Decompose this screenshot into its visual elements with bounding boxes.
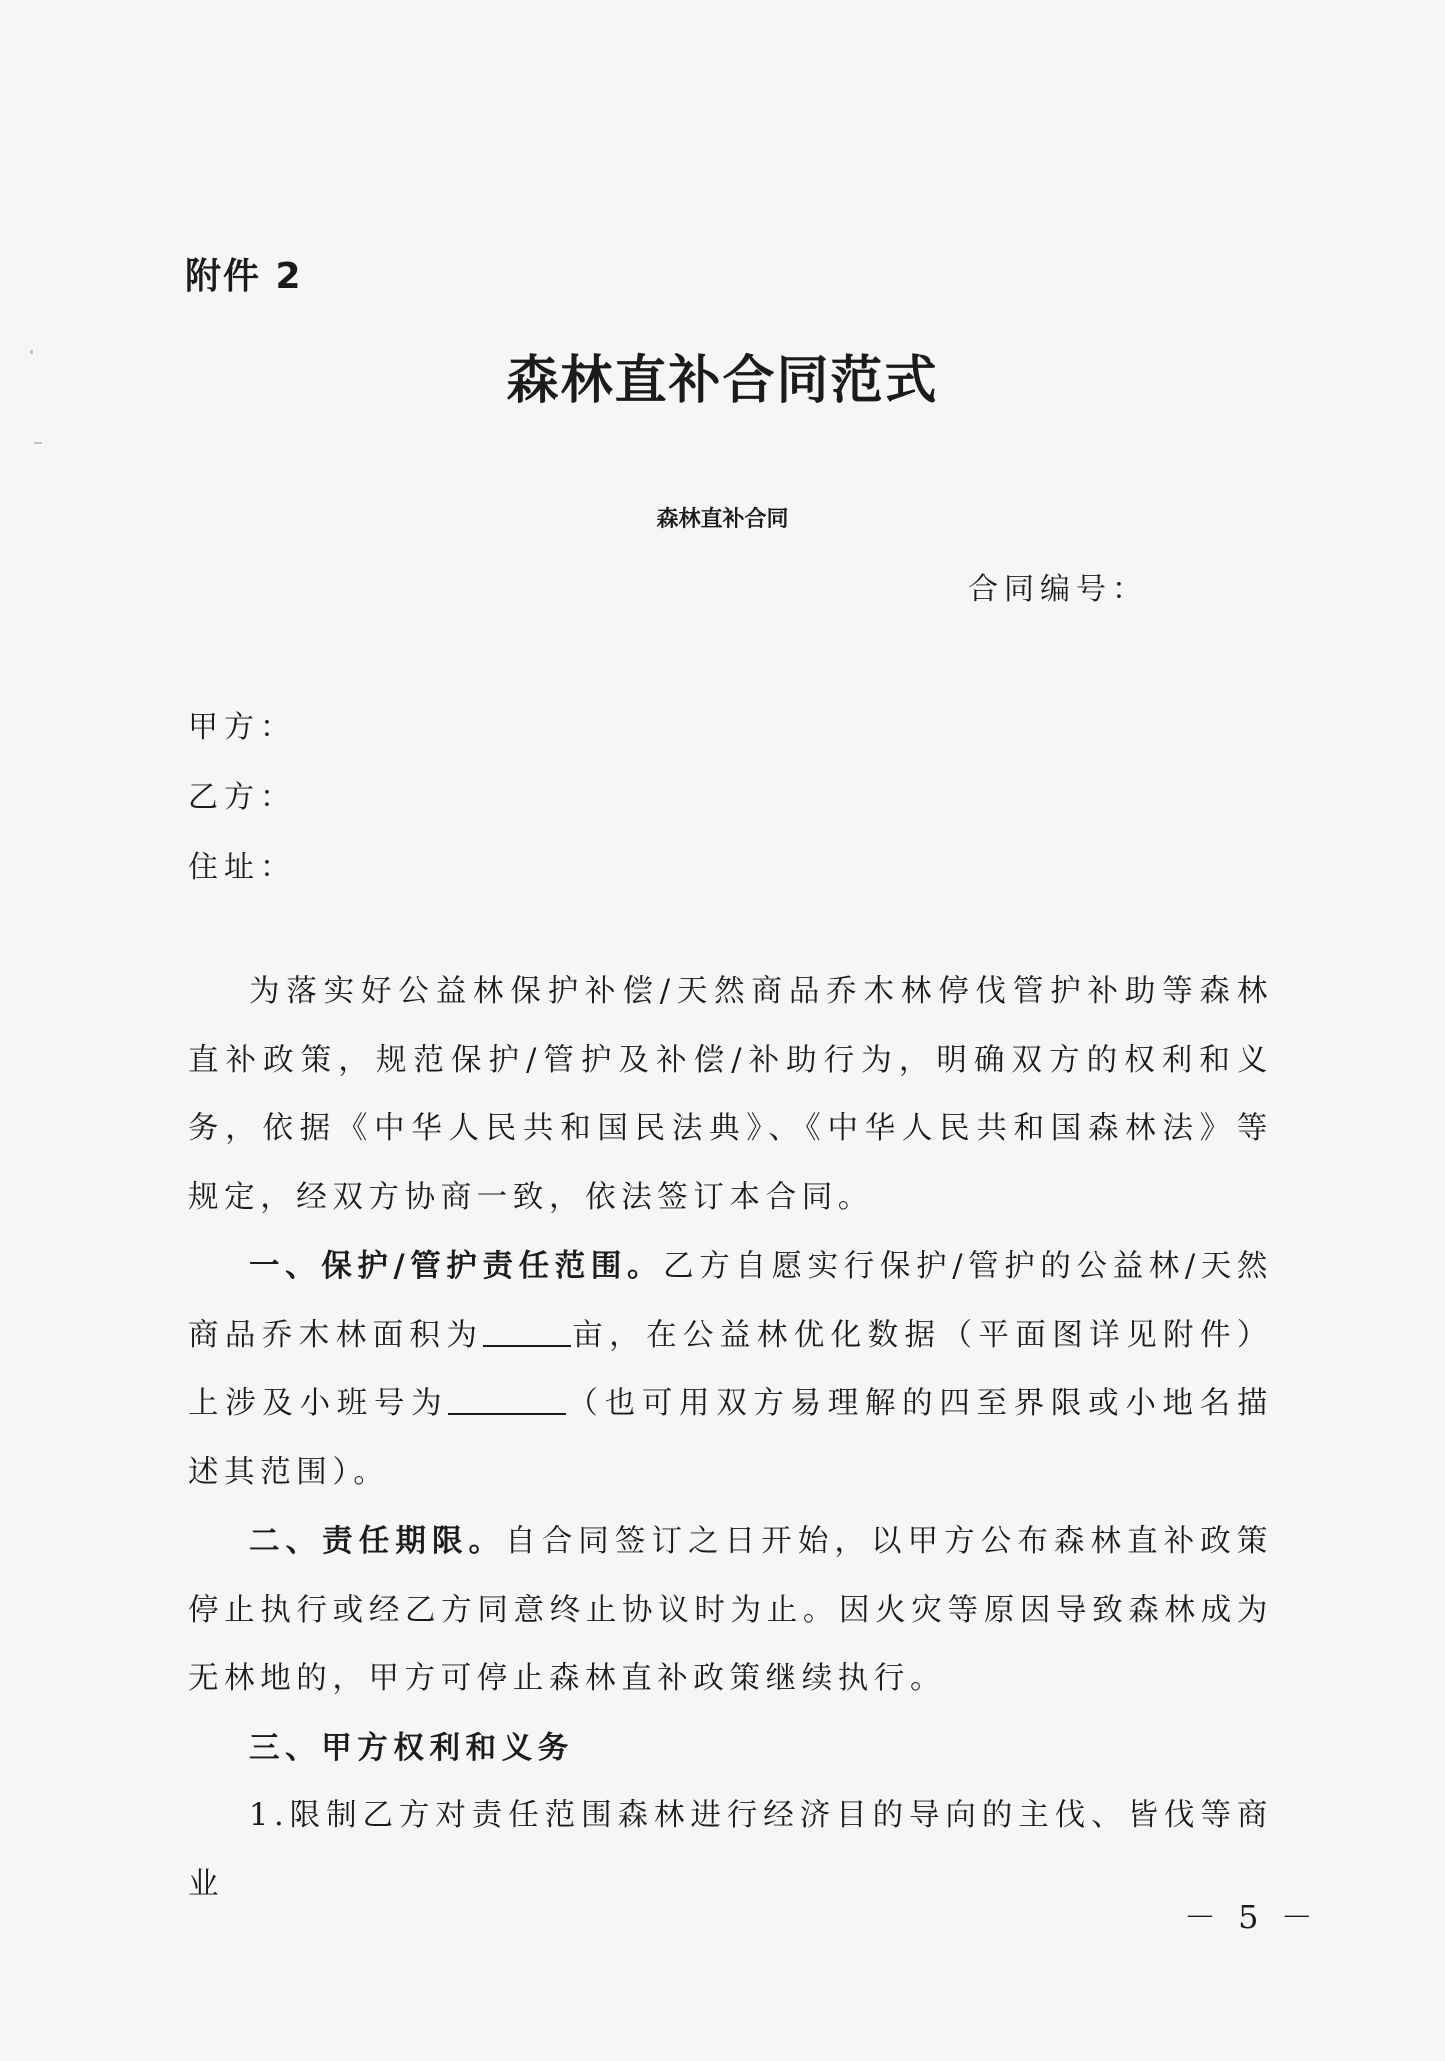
main-title: 森林直补合同范式 [506, 350, 939, 411]
page-number: － 5 － [1184, 1898, 1319, 1936]
section-1-text-part3: （也可用双方易理解的四至界限或小地名描述其范围）。 [188, 1386, 1273, 1490]
section-1-heading: 一、保护/管护责任范围。 [249, 1248, 664, 1284]
section-1-paragraph [188, 1232, 1273, 1507]
item-1-paragraph: 1.限制乙方对责任范围森林进行经济目的导向的主伐、皆伐等商业 [188, 1798, 1273, 1902]
party-a-label: 甲方： [188, 710, 296, 745]
section-3-heading: 三、甲方权利和义务 [249, 1729, 574, 1766]
sub-title: 森林直补合同 [656, 507, 789, 532]
section-2-heading: 二、责任期限。 [249, 1523, 506, 1559]
area-blank [483, 1315, 571, 1347]
section-1-text-part2: 亩，在公益林优化数据（平面图详见附件）上涉及小班号为 [188, 1317, 1273, 1421]
contract-body [188, 958, 1273, 1919]
plot-number-blank [448, 1383, 566, 1415]
section-2-paragraph [188, 1507, 1273, 1714]
intro-paragraph: 为落实好公益林保护补偿/天然商品乔木林停伐管护补助等森林直补政策，规范保护/管护及补偿/补助行为，明确双方的权利和义务，依据《中华人民共和国民法典》、《中华人民共和国森林法》等规定，经双方协商一致，依法签订本合同。 [188, 974, 1273, 1215]
party-b-label: 乙方： [188, 780, 296, 815]
scan-speck [34, 442, 42, 444]
address-label: 住址： [188, 850, 296, 885]
section-2-text: 自合同签订之日开始，以甲方公布森林直补政策停止执行或经乙方同意终止协议时为止。因火灾等原因导致森林成为无林地的，甲方可停止森林直补政策继续执行。 [188, 1524, 1273, 1696]
attachment-label: 附件 2 [185, 256, 303, 297]
contract-number-label: 合同编号： [968, 572, 1148, 607]
section-1-text-part1: 乙方自愿实行保护/管护的公益林/天然商品乔木林面积为 [188, 1249, 1273, 1353]
